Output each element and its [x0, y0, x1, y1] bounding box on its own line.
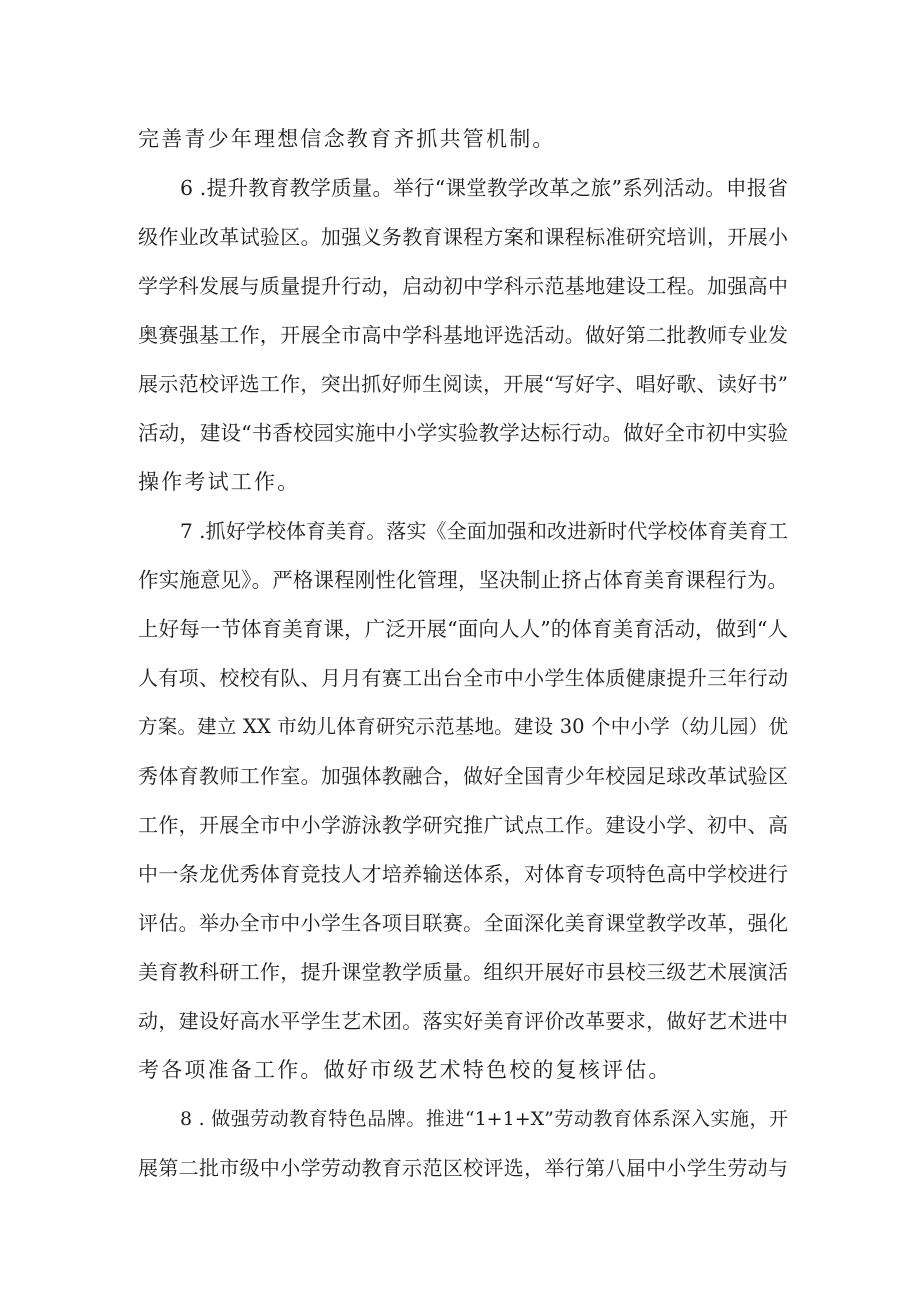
paragraph-line: 活动，建设“书香校园实施中小学实验教学达标行动。做好全市初中实验 [138, 421, 788, 445]
paragraph-line: 秀体育教师工作室。加强体教融合，做好全国青少年校园足球改革试验区 [138, 764, 788, 788]
paragraph-line: 考各项准备工作。做好市级艺术特色校的复核评估。 [138, 1058, 672, 1082]
paragraph-line: 美育教科研工作，提升课堂教学质量。组织开展好市县校三级艺术展演活 [138, 960, 788, 984]
paragraph-line: 奥赛强基工作，开展全市高中学科基地评选活动。做好第二批教师专业发 [138, 323, 788, 347]
paragraph-line: 方案。建立 XX 市幼儿体育研究示范基地。建设 30 个中小学（幼儿园）优 [138, 715, 788, 738]
paragraph-line: 作实施意见》。严格课程刚性化管理，坚决制止挤占体育美育课程行为。 [138, 568, 788, 592]
paragraph-line: 评估。举办全市中小学生各项目联赛。全面深化美育课堂教学改革，强化 [138, 911, 788, 935]
paragraph-line: 工作，开展全市中小学游泳教学研究推广试点工作。建设小学、初中、高 [138, 813, 788, 837]
paragraph-line: 上好每一节体育美育课，广泛开展“面向人人”的体育美育活动，做到“人 [138, 617, 788, 641]
paragraph-line: 8 . 做强劳动教育特色品牌。推进“1+1+X”劳动教育体系深入实施，开 [180, 1108, 788, 1130]
paragraph-line: 学学科发展与质量提升行动，启动初中学科示范基地建设工程。加强高中 [138, 274, 788, 298]
paragraph-line: 完善青少年理想信念教育齐抓共管机制。 [138, 127, 556, 151]
paragraph-line: 操作考试工作。 [138, 470, 301, 494]
paragraph-line: 7 .抓好学校体育美育。落实《全面加强和改进新时代学校体育美育工 [180, 519, 788, 543]
paragraph-line: 动，建设好高水平学生艺术团。落实好美育评价改革要求，做好艺术进中 [138, 1009, 788, 1033]
paragraph-line: 中一条龙优秀体育竞技人才培养输送体系，对体育专项特色高中学校进行 [138, 862, 788, 886]
paragraph-line: 展第二批市级中小学劳动教育示范区校评选，举行第八届中小学生劳动与 [138, 1156, 788, 1180]
paragraph-line: 展示范校评选工作，突出抓好师生阅读，开展“写好字、唱好歌、读好书” [138, 372, 788, 396]
paragraph-line: 6 .提升教育教学质量。举行“课堂教学改革之旅”系列活动。申报省 [180, 176, 788, 200]
paragraph-line: 级作业改革试验区。加强义务教育课程方案和课程标准研究培训，开展小 [138, 225, 788, 249]
paragraph-line: 人有项、校校有队、月月有赛工出台全市中小学生体质健康提升三年行动 [138, 666, 788, 690]
